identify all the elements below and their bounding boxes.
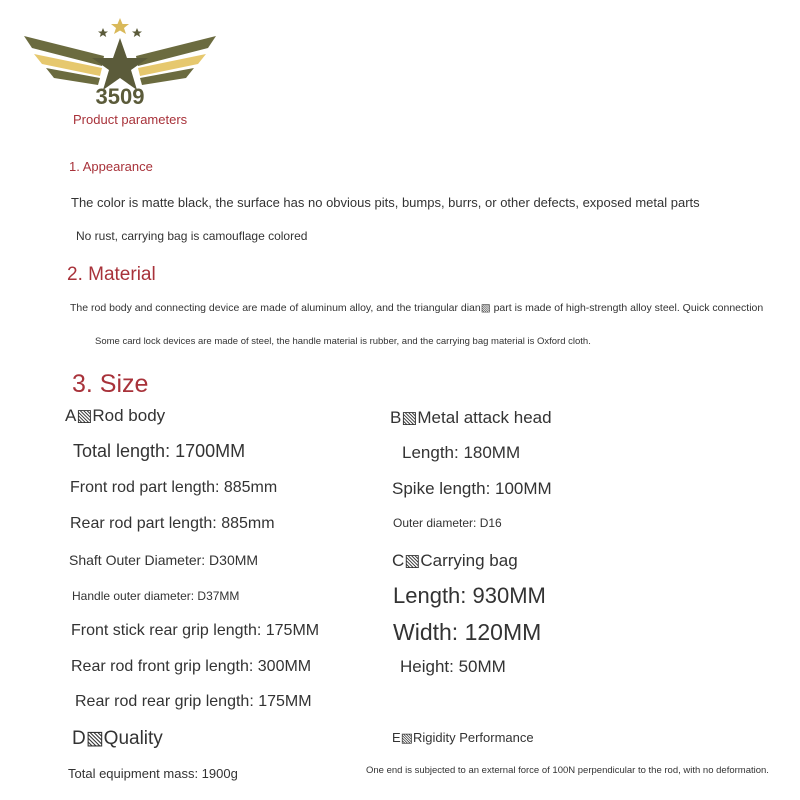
appearance-text-line1: The color is matte black, the surface has no obvious pits, bumps, burrs, or other defects, exposed metal parts [71, 195, 700, 210]
right-wing-icon [136, 36, 216, 85]
spec-bag-height: Height: 50MM [400, 657, 506, 676]
spec-front-rod-length: Front rod part length: 885mm [70, 479, 278, 496]
spec-bag-length: Length: 930MM [393, 583, 546, 608]
attack-head-heading: B▧Metal attack head [390, 408, 552, 427]
appearance-heading: 1. Appearance [69, 159, 153, 174]
left-wing-icon [24, 36, 104, 85]
spec-shaft-diameter: Shaft Outer Diameter: D30MM [69, 552, 259, 568]
spec-rear-rod-length: Rear rod part length: 885mm [70, 515, 275, 532]
spec-head-length: Length: 180MM [402, 443, 521, 462]
spec-spike-length: Spike length: 100MM [392, 479, 552, 498]
appearance-text-line2: No rust, carrying bag is camouflage colored [76, 229, 308, 243]
spec-total-length: Total length: 1700MM [73, 441, 246, 461]
spec-handle-diameter: Handle outer diameter: D37MM [72, 589, 240, 603]
material-text-line1: The rod body and connecting device are made of aluminum alloy, and the triangular dian▧ part is made of high-strength alloy steel. Quick connection [70, 302, 764, 314]
rigidity-heading: E▧Rigidity Performance [392, 730, 534, 745]
rod-body-heading: A▧Rod body [65, 406, 166, 425]
spec-rear-rod-rear-grip: Rear rod rear grip length: 175MM [75, 693, 312, 710]
spec-rigidity: One end is subjected to an external force of 100N perpendicular to the rod, with no deformation. [366, 765, 769, 776]
material-text-line2: Some card lock devices are made of steel, the handle material is rubber, and the carrying bag material is Oxford cloth. [95, 336, 591, 347]
logo-text: 3509 [95, 84, 145, 109]
size-heading: 3. Size [72, 370, 149, 398]
spec-front-stick-rear-grip: Front stick rear grip length: 175MM [71, 622, 320, 639]
spec-bag-width: Width: 120MM [393, 619, 542, 645]
page-title: Product parameters [73, 112, 188, 127]
spec-head-outer-diameter: Outer diameter: D16 [393, 516, 502, 530]
brand-logo [22, 16, 218, 112]
quality-heading: D▧Quality [72, 728, 163, 749]
small-star-icon [132, 28, 142, 37]
spec-rear-rod-front-grip: Rear rod front grip length: 300MM [71, 658, 312, 675]
material-heading: 2. Material [67, 264, 156, 285]
spec-total-mass: Total equipment mass: 1900g [68, 766, 238, 781]
small-star-icon [111, 18, 129, 34]
carrying-bag-heading: C▧Carrying bag [392, 551, 518, 570]
small-star-icon [98, 28, 108, 37]
